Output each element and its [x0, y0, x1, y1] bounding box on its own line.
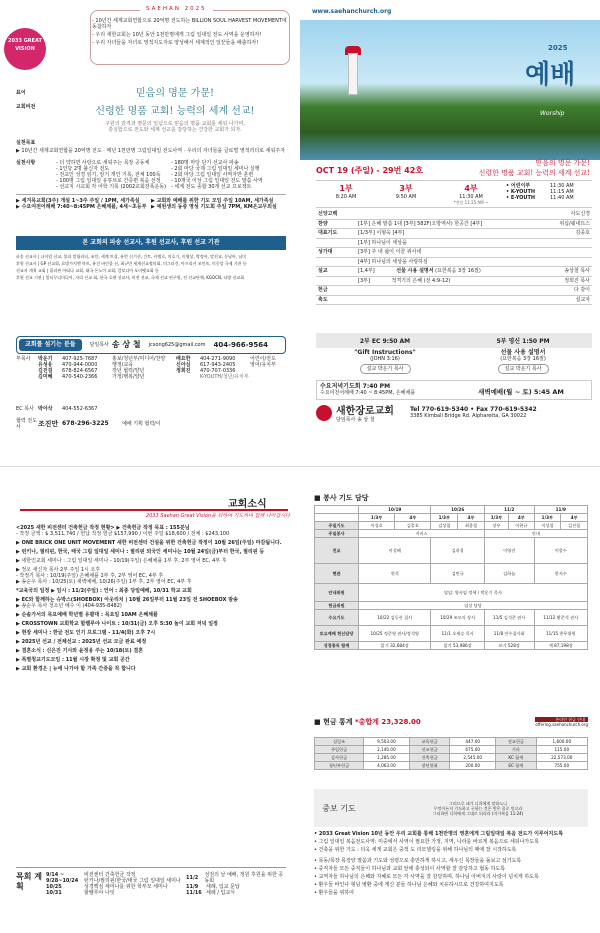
- staff-name: 신아심: [176, 362, 191, 368]
- service-time: 8:20 AM: [335, 194, 357, 200]
- service-table: 10/19 10/26 11/2 11/9 1/3부 4부 1/3부 4부 1/3부 4부 1/3부 4부 주일기도 이성호 김종호 김상철 최종철 장우 이현규 이성철 김진철 주일봉사 지비스 안내 친교 이성혜 김희경 이영진 이종수 현관 현석 김민규 김하늘 한지수 안내위원 담임: 양사임 정세 / 박운기 목사 헌금위원 임상 담당 수요기도 10/22 김동산 집사 10/29 조모자 장사 11/5 김석준 권사 11/12 황준석 권사 토요예배 헌신담당 10/25 정준영 권사/장석영 11/1 오세승 목사 11/8 안수집사회 11/15 총무위원 성경통독 합계 읽기 32,684장 읽기 53,986장 쓰기 528장 계 87,198장: [314, 505, 588, 650]
- news-item: ▶ 특별청교기도모임 : 11월 시장 확정 및 교회 공간: [16, 657, 130, 663]
- practice-item: - 180명 마당 단기 선교사 파송: [171, 160, 239, 166]
- pastor-row: [16, 336, 286, 354]
- year: 2025: [548, 44, 568, 52]
- news-item: ▶ 새한인교회 세미나 : 그림 일대일 세미나 - 10/19(주일) 은혜채플 1부 후, 2부 영어 EC, 4부 후: [16, 558, 227, 564]
- practice-item: - 세계 전도 종합 30개 선교 프로젝트: [171, 184, 252, 190]
- staff-name: 유성웅: [38, 362, 53, 368]
- vision-line: - 10년간 세계교회연합으로 20억명 전도하는 BILLION SOUL HARVEST MOVEMENT에 동참하자: [92, 18, 287, 30]
- youth-name: • E-YOUTH: [506, 195, 536, 201]
- staff-name: 배요한: [176, 356, 191, 362]
- staff-row: [16, 374, 176, 380]
- worship-label: Worship: [540, 110, 565, 117]
- pastor-email[interactable]: jcsong625@gmail.com: [148, 341, 206, 348]
- pres-name: 조진만: [38, 420, 59, 428]
- mission-line: 후원 선교사 | GP 선교회, 요방가지엔 마트, 유건 바인쿨 선, 최규만 세계선교협의회, 미그라건, 아프리카 조인트, 미중앙 국제 기관 등: [16, 261, 247, 266]
- order-row: [3부] 적격기의 은혜 (전 4:9-12) 정희진 목사: [316, 276, 592, 286]
- motto-sub-line: 구원의 감격과 명문의 일념으로 믿음의 명품 교회를 세워 나가며,: [105, 121, 245, 127]
- prayer-item: • 목동/목장 목장양 말씀과 기도와 성령으로 충만하게 하시고, 세우신 목장들을 돌보고 섬기도록: [314, 858, 522, 864]
- service-2-ec: 2부 EC 9:50 AM: [359, 338, 411, 345]
- order-row: 신앙고백 사도신경: [318, 211, 590, 217]
- other-services: [316, 333, 592, 348]
- practice-item: - 2회 마당 국제 그림 일대일 세미나 실행: [171, 166, 260, 172]
- sermon-3: 적격기의 은혜 (전 4:9-12): [391, 277, 451, 284]
- news-item: ▶ 현장 세미나 : 한글 전도 인기 프로그램 - 11/4(화) 오후 7시: [16, 630, 156, 636]
- staff-dept: 행정/교육: [112, 362, 134, 368]
- gift-kr-title: 선물 사용 설명서: [500, 349, 546, 356]
- news-item: ▶ 송순우 목사 : 10/25(토) 새벽예배, 10/26(주일) 1부 후, 2부 영어 EC, 4부 후: [16, 579, 192, 585]
- practice-left: [56, 160, 171, 190]
- church-footer: [316, 402, 592, 423]
- pres-label: 협력 전도사: [16, 418, 37, 430]
- sched-row: 친교 이성혜 김희경 이영진 이종수: [315, 538, 588, 564]
- left-labels: [16, 90, 35, 110]
- ec-label: EC 목사: [16, 406, 34, 412]
- gift-preacher-button[interactable]: 설교 박운기 목사: [360, 364, 411, 374]
- prayer-item: • 중직자들 모든 중직들이 하나님과 교회 앞에 충성되이 사역할 잘 감당하고 협동 하도록: [314, 866, 506, 872]
- vision-lines: [92, 18, 288, 46]
- news-item: ▶ 2025년 선교 / 전체선교 : 2025년 선교 모금 완료 예정: [16, 639, 147, 645]
- staff-dept: 가정/행복/양년: [112, 374, 145, 380]
- sched-row: 주일봉사 지비스 안내: [315, 530, 588, 538]
- youth-name: • 어린이부: [506, 183, 531, 189]
- service-date: OCT 19 (주일) - 29번 42호: [316, 166, 423, 175]
- staff-phone: 470-707-0336: [200, 368, 236, 374]
- staff-phone: 617-943-2405: [200, 362, 236, 368]
- news-item: ▶ 송순우 목사 청소년 예수 이 (404-935-8482): [16, 603, 122, 609]
- ec-phone: 404-552-6367: [62, 406, 98, 412]
- online-offering-badge: 온라인 헌금 안내: [535, 717, 588, 722]
- calendar-event: 성경핵심 세미나를 위한 학부모 세미나: [84, 884, 168, 890]
- gift-kr-ref: (요한복음 3장 16절): [500, 356, 546, 362]
- staff-name: 김미혜: [38, 374, 53, 380]
- practice-right: [171, 160, 286, 190]
- offering-row: 청년부헌금 4,063.00 장년헌화 200.00 EC 합계 755.00: [315, 762, 588, 770]
- offering-table: [314, 737, 588, 770]
- service-4: [436, 183, 506, 205]
- calendar-row: [186, 872, 286, 884]
- staff-name: 정희진: [176, 368, 191, 374]
- prayer-item: • 환우들을 위하여: [314, 890, 354, 896]
- news-items: [16, 525, 286, 672]
- wed-service: 수요저녁기도회 7:40 PM: [320, 383, 391, 390]
- youth-time: 11:30 AM: [550, 183, 574, 189]
- ec-row: [16, 406, 286, 430]
- news-item: - 작정 금액 : $ 3,511,740 / 헌납 작정 헌금 $157,990 / 이번 주일 $18,600 / 전체 : $243,100: [16, 531, 230, 537]
- calendar-date: 10/31: [46, 890, 62, 896]
- service-time: 9:50 AM: [395, 194, 417, 200]
- service-3: [376, 183, 436, 205]
- order-row: [4부] 하나님의 세상을 사랑하심: [316, 257, 592, 267]
- news-item: <2025 새한 비전센터 건축헌금 작정 현황> ▶ 건축헌금 작정 목표 : 155분님: [16, 525, 190, 531]
- news-item: ▶ ONE BRICK ONE UNIT MOVEMENT 새한 비전센터 건설을 위한 건축헌금 작정이 10월 26일(주일) 마감됩니다.: [16, 540, 282, 546]
- mission-line: 선교지 개척 교회 | 필리핀 아띠나 교회, 태국 돈노이 교회, 캄보디아 포이펫교회 등: [16, 268, 159, 273]
- news-item: ▶ 정오 새신자 목사 2부 주일 1시 오후: [16, 567, 101, 573]
- prayer-verse: 무엇이든지 기도하고 구하는 것은 받은 줄로 믿으라: [433, 805, 523, 811]
- staff-dept: 홍보/청년부/미디어/찬양: [112, 356, 166, 362]
- prayer-list: [314, 831, 588, 896]
- pastor-phone[interactable]: 404-966-9564: [213, 340, 269, 349]
- news-subtitle: 2033 Saehan Great Vision을 위하여 기도하며 함께 나아갑시다: [145, 513, 290, 519]
- calendar-event: 할렐루야 나잇: [84, 890, 115, 896]
- news-title: 교회소식: [228, 499, 267, 510]
- service-title: ■ 봉사 기도 담당: [314, 494, 369, 502]
- service-times: [316, 180, 592, 208]
- pres-dept: 예배 기획 협력/이: [122, 421, 161, 427]
- page-vision: [0, 0, 300, 466]
- news-item: ▶ 순솔가서의 목요예배 학년별 유괄대 : 목요일 10AM 은혜채플: [16, 612, 158, 618]
- staff-phone: 407-925-7687: [62, 356, 98, 362]
- gift-kr-preacher-button[interactable]: 설교 박운기 목사: [498, 364, 549, 374]
- page-service: [300, 467, 600, 933]
- calendar-title: 목회 계획: [16, 872, 42, 891]
- offering-row: 주일헌금 2,140.00 선교헌금 675.00 기타 115.00: [315, 746, 588, 754]
- offering-total: *총합계 23,328.00: [355, 718, 421, 726]
- news-item: ▶ 턴키나, 필리핀, 한국, 태국 그림 일대일 세미나 : 필리핀 외국인 세미나는 10월 24일(금)부터 한국, 필리핀 등: [16, 549, 265, 555]
- prayer-item: • 건축을 위한 기도 : 더욱 세게 교회은 중적 도 리모델링을 위해 하나님의 때에 잘 시작하도록: [314, 847, 517, 853]
- offering-row: 감사헌금 1,285.00 건축헌금 2,545.00 KC 합계 22,573.00: [315, 754, 588, 762]
- staff-dept: 어린이/전도: [250, 356, 276, 362]
- prayer-header: [314, 789, 588, 827]
- sched-row: 수요기도 10/22 김동산 집사 10/29 조모자 장사 11/5 김석준 권사 11/12 황준석 권사: [315, 610, 588, 626]
- calendar: [16, 867, 286, 896]
- worship-order: [316, 210, 592, 305]
- motto-1: 믿음의 명문 가문!: [136, 88, 214, 99]
- event-item: ▶ 세겨목교회(3주) 개설 1~3주 주일 / 1PM, 세가족실: [16, 198, 140, 204]
- staff-dept: 장년 협력/양년: [112, 368, 145, 374]
- youth-name: • K-YOUTH: [506, 189, 536, 195]
- sermon-ref: (요한복음 3장 16절): [435, 268, 481, 274]
- order-row: [1부] 하나님이 세상을: [316, 238, 592, 248]
- mission-line: 후원 선교 기관 | 멀티무디미디어, 자리 선교 회, 한국 호켄 선교사, 비전 선교, 국제 선교 연구원, 전 선교단체, KGOCN, 다방 선교회: [16, 275, 245, 280]
- sched-row: 성경통독 합계 읽기 32,684장 읽기 53,986장 쓰기 528장 계 87,198장: [315, 642, 588, 650]
- news-item: ▶ 결혼소식 : 신은진 기사와 윤정웅 주는 10/18(토) 결혼: [16, 648, 144, 654]
- staff-phone: 470-540-2366: [62, 374, 98, 380]
- calendar-event: 비전센터 건축헌금 작정: [84, 872, 136, 878]
- prayer-item: • 2033 Great Vision 10년 동안 우리 교회를 통해 1천만명의 영혼에게 그림일대일 복음 전도가 이루어지도록: [314, 831, 564, 837]
- prayer-verse: 그리하면 너희에게 그대로 되리라 (마가복음 11:24): [432, 810, 524, 816]
- service-1: [316, 183, 376, 205]
- calendar-date: 9/28~10/24: [46, 878, 79, 884]
- vision-header: SAEHAN 2025: [140, 6, 213, 12]
- calendar-row: [46, 890, 186, 896]
- calendar-date: 10/25: [46, 884, 62, 890]
- motto-sub-line: 충실함으로 전도와 세계 선교를 감당하는 건강한 교회가 되자.: [108, 127, 242, 133]
- youth-time: 11:40 AM: [550, 195, 574, 201]
- great-vision-logo: 2033 GREAT VISION: [4, 28, 46, 70]
- event-item: ▶ 수요여전어례배 7:40~8:45PM 은혜채플, 4세~초등부: [16, 204, 147, 210]
- staff-dept: K-YOUTH/청년/유치부: [200, 374, 249, 380]
- chair-band: 교회를 섬기는 분들: [19, 339, 82, 351]
- pastor-label: 담임목사: [89, 341, 109, 348]
- offering-header: ■ 현금 통계 *총합계 23,328.00 온라인 헌금 안내 offering.saehanchurch.org: [314, 717, 588, 727]
- order-row: 설교 [1,4부] 선물 사용 설명서 (요한복음 3장 16절) 송상철 목사: [318, 268, 590, 274]
- practice-item: - 전교인 성경 읽기, 암기 개인 기록, 전체 100독: [56, 172, 161, 178]
- sermon-cards: [316, 350, 592, 374]
- dawn-service: 새벽예배(월 ~ 토): [478, 388, 532, 396]
- service-name: 4부: [464, 184, 478, 193]
- practice-title: 실천사항: [16, 160, 36, 166]
- offering-title: 현금 통계: [323, 718, 353, 726]
- sched-row: 주일기도 이성호 김종호 김상철 최종철 장우 이현규 이성철 김진철: [315, 522, 588, 530]
- church-address: 3385 Kimball Bridge Rd. Alpharetta, GA 30022: [409, 412, 527, 419]
- staff-phone: 678-824-6567: [62, 368, 98, 374]
- youth-services: [506, 183, 592, 205]
- church-tel: Tel 770-619-5340 • Fax 770-619-5342: [409, 405, 537, 413]
- page-worship: [300, 0, 600, 466]
- church-name: 새한장로교회: [336, 406, 394, 417]
- news-item: ▶ CROSSTOWN 교회학교 할렐루야 나이트 : 10/31(금) 오후 5:30 놀이 교회 저녁 일정: [16, 621, 218, 627]
- page-news: [0, 467, 300, 933]
- pres-phone: 678-296-3225: [62, 420, 109, 427]
- calendar-date: 11/2: [186, 875, 199, 881]
- mission-band: 본 교회의 파송 선교사, 후원 선교사, 후원 선교 기관: [16, 236, 286, 250]
- church-pastor: 담임목사 송 상 철: [336, 417, 375, 423]
- church-logo-icon: [316, 405, 332, 421]
- calendar-date: 11/9: [186, 884, 199, 890]
- news-item: *교육국의 일정 ▶ 임시 : 11/2(주일) : 언어 : 최종 당일예배, 10/31 학교 교회: [16, 588, 192, 594]
- service-time: 11:30 AM: [459, 194, 483, 200]
- prayer-title: 중보 기도: [322, 803, 356, 813]
- staff-role: 부목사: [16, 356, 31, 362]
- motto-2: 신령한 명품 교회! 능력의 세계 선교!: [478, 169, 590, 177]
- practice-item: - 더 약하면 사랑으로 세워주는 목장 공동체: [56, 160, 150, 166]
- order-row: 축도 설교자: [318, 296, 590, 303]
- staff-phone: 404-271-9090: [200, 356, 236, 362]
- news-item: - 작정기 목사 : 10/19(주일) 은혜채플 1부 후, 2부 영어 EC, 4부 후: [16, 573, 164, 579]
- calendar-date: 11/16: [186, 890, 202, 896]
- motto-2: 신령한 명품 교회! 능력의 세계 선교!: [95, 106, 255, 117]
- news-item: ▶ EC와 함께하는 슈박스(SHOEBOX) 아웃리치 | 10월 26일부터 11월 23일 전 SHOEBOX 발송: [16, 597, 238, 603]
- events: [16, 198, 286, 210]
- ec-name: 박아삭: [38, 406, 53, 412]
- weekday-services: [316, 380, 592, 400]
- mission-line: 파송 선교사 | 나이럴 선교, 볼과 말립러티, 조인, 세계 트집, 유번 신기선, 간토, 카젤로, 의호기, 이영상, 박정아, 말선교, 동남아, 남미: [16, 254, 247, 259]
- service-5: 5부 영신 1:50 PM: [496, 338, 550, 345]
- calendar-event: 성전의 날 예배, 정원 후원을 위한 공동회: [204, 872, 284, 884]
- sched-row: 헌금위원 임상 담당: [315, 602, 588, 610]
- prayer-item: • 교역자들 하나님의 은혜와 지혜로 모든 각 사역을 잘 감당하며, 하나님 아버지의 사랑이 넘치게 하도록: [314, 874, 539, 880]
- mission-text: [16, 254, 286, 280]
- news-rule: [20, 509, 288, 511]
- order-row: 헌금 다 같이: [318, 287, 590, 293]
- church-url[interactable]: www.saehanchurch.org: [312, 8, 392, 15]
- gift-ref: (JOHN 3:16): [370, 356, 400, 362]
- dawn-time: 5:45 AM: [533, 388, 564, 396]
- online-offering-url[interactable]: offering.saehanchurch.org: [535, 722, 588, 727]
- label-vision: 교회비전: [16, 104, 36, 110]
- staff-phone: 470-944-0000: [62, 362, 98, 368]
- motto-1: 믿음의 명문 가문!: [535, 159, 590, 167]
- practice-item: - 2회 마당 그림 일대일 사역자반 훈련: [171, 172, 254, 178]
- plan-title: 실천목표: [16, 140, 36, 146]
- service-name: 1부: [339, 184, 353, 193]
- plan-lead: ▶ 10년간 새제교회연합을 20억명 전도 · 매년 1천만명 그림일대일 전도사역 · 우리의 자녀들을 글로벌 영적리더로 세워주자: [16, 148, 285, 154]
- service-name: 3부: [399, 184, 413, 193]
- staff-name: 박운기: [38, 356, 53, 362]
- event-item: ▶ 교회와 예배를 위한 기도 모임 주일 10AM, 세가족실: [151, 198, 274, 204]
- service-title-text: 봉사 기도 담당: [323, 494, 369, 502]
- service-note: *전담 11:25 AM ~: [453, 200, 489, 205]
- calendar-row: [186, 890, 286, 896]
- news-item: ▶ 교회 환경은 | 뉴에 나가야 할 가족 간증을 꼭 합니다: [16, 666, 136, 672]
- vision-line: - 우리 자녀들을 자녀로 영적지도자로 양성해서 세계적인 일꾼들을 배출하자!: [92, 40, 259, 46]
- gift-title: "Gift Instructions": [354, 349, 416, 356]
- prayer-item: • 환우들 바인나 형님 병환 중에 계신 분들 하나님 은혜와 치유하시므로 건강하여지도록: [314, 882, 504, 888]
- order-row: 대표기도 [1/3부] 이형욱 [4부] 김종호: [318, 230, 590, 236]
- event-item: ▶ 예원생의 동중 영성 기도회 주일 7PM, KM온교무외실: [151, 204, 277, 210]
- order-row: 찬양 [1부] 은혜 말씀 1대 [3부] 582F(오방역사) 한공간 [4부] 위십/쉐네뜨스: [318, 220, 590, 227]
- practice-item: - 1인당 2명 불신자 전도: [56, 166, 110, 172]
- staff-name: 김진걸: [38, 368, 53, 374]
- calendar-date: 9/14 ~: [46, 872, 65, 878]
- sched-row: 토요예배 헌신담당 10/25 정준영 권사/장석영 11/1 오세승 목사 11/8 안수집사회 11/15 총무위원: [315, 626, 588, 642]
- calendar-event: 턴키나/필리핀/한국/태국 그림 일대일 세미나: [84, 878, 181, 884]
- lighthouse-tower: [348, 53, 358, 95]
- staff-list: [16, 356, 286, 380]
- sched-row: 현관 현석 김민규 김하늘 한지수: [315, 564, 588, 584]
- prayer-item: • 그림 일대일 복음전도사역: 미중에서 사역이 필요한 가정, 지역, 나라를 바르게 복음으로 세워나가도록: [314, 839, 539, 845]
- calendar-event: 세례 / 입교식: [206, 890, 236, 896]
- practice-item: - 선교지 시교회 각 어학 기록 (2002교회전폭운동): [56, 184, 167, 190]
- motto-sub: [60, 121, 290, 133]
- staff-dept: 영어/유치부: [250, 362, 276, 368]
- youth-time: 11:15 AM: [550, 189, 574, 195]
- practice-item: - 100명 그림 일대일 유튜브로 간증편 복음 선정: [56, 178, 161, 184]
- sched-row: 안내위원 담임: 양사임 정세 / 박운기 목사: [315, 584, 588, 602]
- practice-item: - 10개국 이상 그림 일대일 전도 말씀 사역: [171, 178, 263, 184]
- calendar-event: 세례, 입교 문답: [206, 884, 240, 890]
- pastor-name: 송 상 철: [111, 340, 141, 350]
- vision-line: - 우리 새한교회는 10년 동안 1천만명에게 그림 일대일 전도 사역을 운영하자!: [92, 32, 262, 38]
- offering-row: 십일조 9,503.00 교육헌금 447.00 전교헌금 1,600.00: [315, 738, 588, 746]
- worship-title: 예배: [525, 60, 576, 90]
- label-motto: 표어: [16, 90, 26, 96]
- sermon-title: 선물 사용 설명서: [396, 268, 434, 274]
- order-row: 성가대 [3부] 주 내 삶이 이끌 위사네: [316, 248, 592, 258]
- prayer-verse: 그러므로 네가 너희에게 말하노니: [449, 800, 507, 806]
- wed-sub: 수요여전어례배 7:40 ~ 8:45PM, 은혜채플: [320, 390, 416, 396]
